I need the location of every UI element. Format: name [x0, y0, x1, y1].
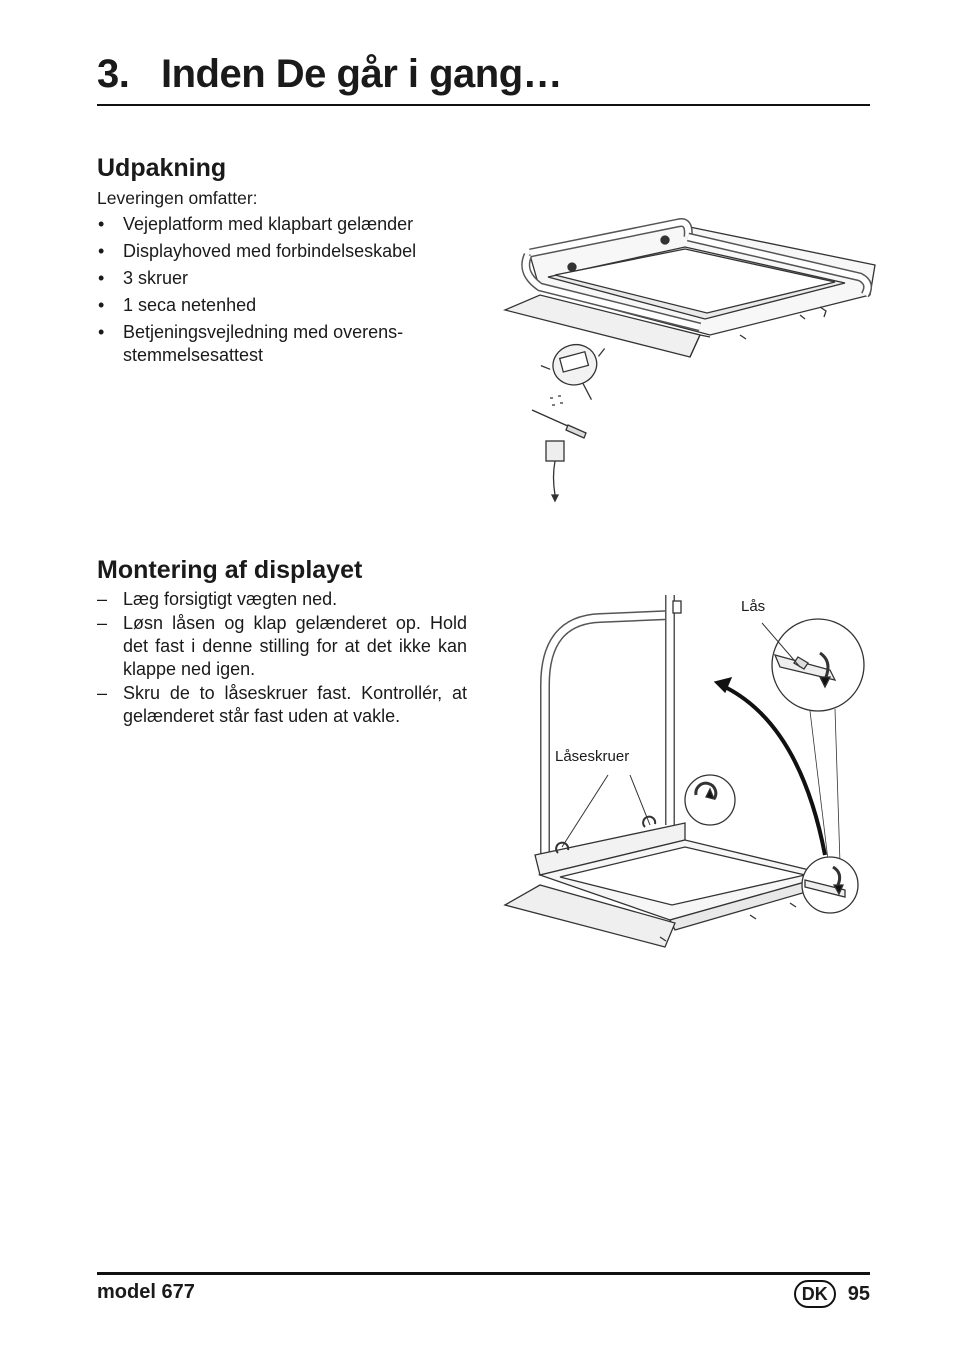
- mounting-illustration: [500, 585, 880, 955]
- list-item: • Displayhoved med forbindelseskabel: [97, 240, 457, 263]
- chapter-number: 3.: [97, 52, 130, 96]
- country-badge: DK: [794, 1280, 836, 1308]
- footer-model: model 677: [97, 1281, 195, 1303]
- page-number: 95: [847, 1282, 870, 1305]
- unpacking-heading: Udpakning: [97, 154, 227, 182]
- list-item: – Løsn låsen og klap gelænderet op. Hold det fast i denne stilling for at det ikke kan klappe ned igen.: [97, 612, 467, 681]
- footer-page-info: [794, 1280, 870, 1308]
- list-item: • Vejeplatform med klapbart gelænder: [97, 213, 457, 236]
- lock-screws-label: Låseskruer: [555, 748, 630, 765]
- list-item: • Betjeningsvejledning med overens- stemmelsesattest: [97, 321, 457, 367]
- mounting-steps: [97, 588, 467, 729]
- list-item: – Skru de to låseskruer fast. Kontrollér, at gelænderet står fast uden at vakle.: [97, 682, 467, 728]
- unpacking-intro: Leveringen omfatter:: [97, 188, 258, 208]
- chapter-title: [97, 52, 562, 97]
- contents-list: [97, 213, 457, 371]
- mounting-heading: Montering af displayet: [97, 556, 363, 584]
- chapter-title-text: Inden De går i gang…: [161, 52, 563, 96]
- list-item: • 1 seca netenhed: [97, 294, 457, 317]
- header-rule: [97, 104, 870, 106]
- list-item: • 3 skruer: [97, 267, 457, 290]
- footer-rule: [97, 1272, 870, 1275]
- list-item: – Læg forsigtigt vægten ned.: [97, 588, 467, 611]
- lock-label: Lås: [741, 598, 766, 615]
- delivery-contents-illustration: [500, 215, 880, 515]
